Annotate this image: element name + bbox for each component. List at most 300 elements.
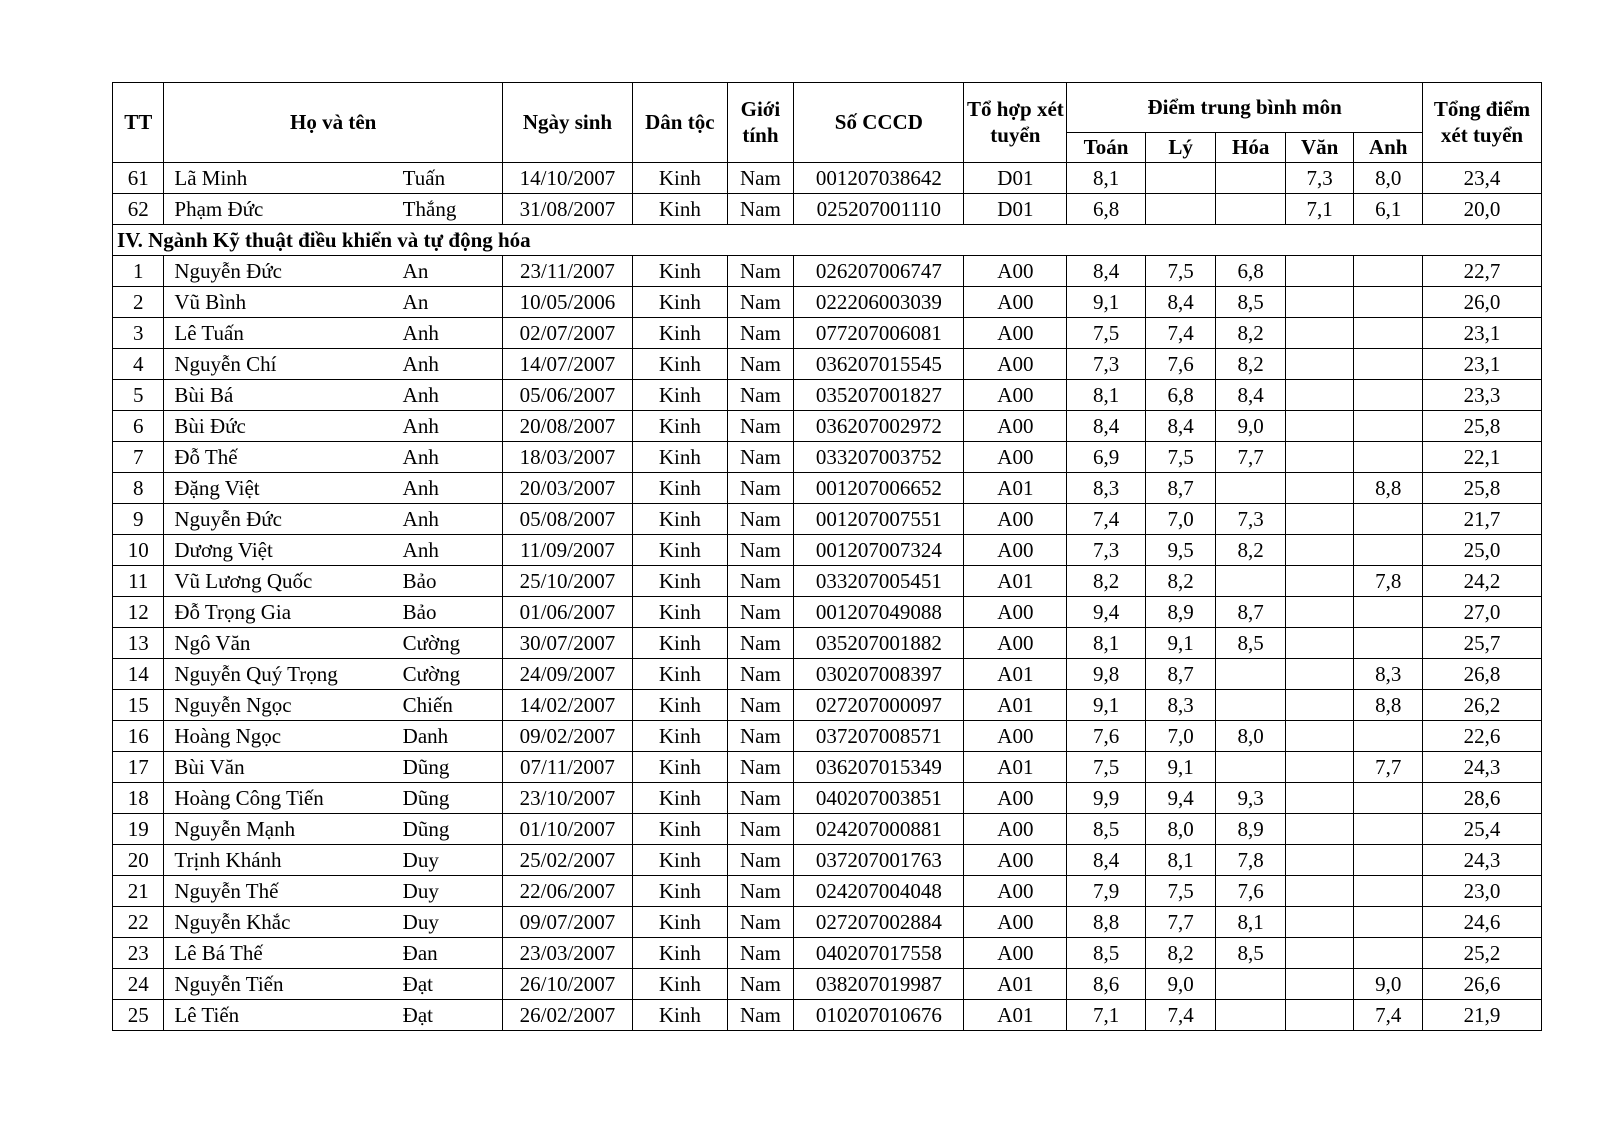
cell-ten: Cường [397, 659, 503, 690]
cell-hoa [1216, 659, 1286, 690]
cell-tt: 22 [113, 907, 164, 938]
cell-so-cccd: 027207000097 [794, 690, 964, 721]
cell-so-cccd: 022206003039 [794, 287, 964, 318]
cell-to-hop: A01 [964, 690, 1067, 721]
cell-ngay-sinh: 23/11/2007 [502, 256, 632, 287]
cell-anh [1354, 721, 1423, 752]
cell-ngay-sinh: 01/06/2007 [502, 597, 632, 628]
cell-tong-diem: 22,1 [1423, 442, 1542, 473]
cell-toan: 7,9 [1067, 876, 1146, 907]
cell-ly: 8,2 [1145, 938, 1216, 969]
cell-dan-toc: Kinh [632, 194, 727, 225]
header-subject-van: Văn [1285, 133, 1354, 163]
cell-anh [1354, 876, 1423, 907]
cell-gioi-tinh: Nam [727, 814, 794, 845]
cell-so-cccd: 010207010676 [794, 1000, 964, 1031]
cell-dan-toc: Kinh [632, 690, 727, 721]
cell-van [1285, 876, 1354, 907]
cell-van [1285, 473, 1354, 504]
cell-anh [1354, 349, 1423, 380]
cell-ten: Duy [397, 876, 503, 907]
cell-dan-toc: Kinh [632, 814, 727, 845]
cell-hoa: 8,2 [1216, 349, 1286, 380]
cell-van [1285, 287, 1354, 318]
header-so-cccd: Số CCCD [794, 83, 964, 163]
cell-gioi-tinh: Nam [727, 287, 794, 318]
cell-ngay-sinh: 05/08/2007 [502, 504, 632, 535]
cell-ho: Nguyễn Thế [164, 876, 397, 907]
cell-ten: Bảo [397, 597, 503, 628]
cell-gioi-tinh: Nam [727, 566, 794, 597]
cell-dan-toc: Kinh [632, 535, 727, 566]
cell-ten: Anh [397, 318, 503, 349]
cell-toan: 8,1 [1067, 163, 1146, 194]
cell-tt: 5 [113, 380, 164, 411]
table-row [113, 783, 1542, 814]
cell-tt: 16 [113, 721, 164, 752]
cell-anh: 8,3 [1354, 659, 1423, 690]
cell-tt: 7 [113, 442, 164, 473]
cell-ngay-sinh: 24/09/2007 [502, 659, 632, 690]
cell-gioi-tinh: Nam [727, 163, 794, 194]
cell-gioi-tinh: Nam [727, 473, 794, 504]
header-ho-ten: Họ và tên [164, 83, 503, 163]
cell-gioi-tinh: Nam [727, 1000, 794, 1031]
cell-ly: 7,7 [1145, 907, 1216, 938]
cell-to-hop: A01 [964, 752, 1067, 783]
cell-ly: 7,4 [1145, 318, 1216, 349]
cell-tt: 23 [113, 938, 164, 969]
cell-toan: 9,9 [1067, 783, 1146, 814]
cell-ten: Duy [397, 907, 503, 938]
cell-gioi-tinh: Nam [727, 318, 794, 349]
cell-hoa: 8,2 [1216, 535, 1286, 566]
table-row [113, 256, 1542, 287]
cell-dan-toc: Kinh [632, 318, 727, 349]
cell-dan-toc: Kinh [632, 783, 727, 814]
cell-to-hop: A00 [964, 783, 1067, 814]
cell-ten: Danh [397, 721, 503, 752]
cell-to-hop: D01 [964, 194, 1067, 225]
cell-tong-diem: 24,3 [1423, 845, 1542, 876]
cell-anh: 7,4 [1354, 1000, 1423, 1031]
cell-hoa [1216, 566, 1286, 597]
cell-ho: Phạm Đức [164, 194, 397, 225]
cell-so-cccd: 025207001110 [794, 194, 964, 225]
cell-ho: Bùi Đức [164, 411, 397, 442]
table-row [113, 318, 1542, 349]
cell-anh [1354, 380, 1423, 411]
cell-to-hop: A00 [964, 721, 1067, 752]
cell-to-hop: A00 [964, 628, 1067, 659]
cell-tt: 25 [113, 1000, 164, 1031]
cell-ten: Chiến [397, 690, 503, 721]
cell-tt: 21 [113, 876, 164, 907]
cell-van [1285, 411, 1354, 442]
cell-ten: Anh [397, 535, 503, 566]
header-subject-toan: Toán [1067, 133, 1146, 163]
cell-ho: Nguyễn Tiến [164, 969, 397, 1000]
cell-to-hop: A00 [964, 504, 1067, 535]
cell-tt: 17 [113, 752, 164, 783]
cell-hoa: 8,5 [1216, 287, 1286, 318]
cell-anh: 8,0 [1354, 163, 1423, 194]
cell-to-hop: A01 [964, 969, 1067, 1000]
cell-tong-diem: 26,2 [1423, 690, 1542, 721]
cell-hoa [1216, 194, 1286, 225]
table-row [113, 907, 1542, 938]
cell-ngay-sinh: 09/02/2007 [502, 721, 632, 752]
cell-tt: 10 [113, 535, 164, 566]
cell-ngay-sinh: 25/10/2007 [502, 566, 632, 597]
cell-ten: Đạt [397, 1000, 503, 1031]
cell-hoa [1216, 1000, 1286, 1031]
cell-ly: 9,4 [1145, 783, 1216, 814]
cell-tt: 2 [113, 287, 164, 318]
cell-gioi-tinh: Nam [727, 783, 794, 814]
table-row [113, 597, 1542, 628]
cell-dan-toc: Kinh [632, 659, 727, 690]
cell-so-cccd: 033207003752 [794, 442, 964, 473]
cell-toan: 6,8 [1067, 194, 1146, 225]
cell-gioi-tinh: Nam [727, 690, 794, 721]
cell-tong-diem: 24,3 [1423, 752, 1542, 783]
cell-tt: 61 [113, 163, 164, 194]
cell-ho: Lê Tiến [164, 1000, 397, 1031]
cell-tong-diem: 26,8 [1423, 659, 1542, 690]
cell-dan-toc: Kinh [632, 752, 727, 783]
cell-ho: Nguyễn Khắc [164, 907, 397, 938]
cell-van [1285, 690, 1354, 721]
cell-ten: An [397, 256, 503, 287]
cell-gioi-tinh: Nam [727, 628, 794, 659]
table-row [113, 566, 1542, 597]
cell-van [1285, 256, 1354, 287]
cell-dan-toc: Kinh [632, 504, 727, 535]
cell-tong-diem: 22,6 [1423, 721, 1542, 752]
cell-van [1285, 845, 1354, 876]
cell-tong-diem: 23,3 [1423, 380, 1542, 411]
cell-so-cccd: 035207001882 [794, 628, 964, 659]
cell-gioi-tinh: Nam [727, 969, 794, 1000]
cell-van [1285, 783, 1354, 814]
cell-hoa: 7,8 [1216, 845, 1286, 876]
cell-so-cccd: 024207000881 [794, 814, 964, 845]
cell-ho: Nguyễn Đức [164, 256, 397, 287]
cell-ho: Đỗ Thế [164, 442, 397, 473]
cell-ho: Đặng Việt [164, 473, 397, 504]
cell-hoa: 9,3 [1216, 783, 1286, 814]
cell-ly: 8,4 [1145, 287, 1216, 318]
cell-van [1285, 659, 1354, 690]
cell-ho: Nguyễn Quý Trọng [164, 659, 397, 690]
cell-dan-toc: Kinh [632, 380, 727, 411]
cell-tong-diem: 25,0 [1423, 535, 1542, 566]
cell-tong-diem: 26,0 [1423, 287, 1542, 318]
cell-hoa: 8,5 [1216, 628, 1286, 659]
cell-gioi-tinh: Nam [727, 535, 794, 566]
cell-gioi-tinh: Nam [727, 659, 794, 690]
cell-ho: Nguyễn Ngọc [164, 690, 397, 721]
cell-toan: 6,9 [1067, 442, 1146, 473]
table-row [113, 473, 1542, 504]
cell-dan-toc: Kinh [632, 256, 727, 287]
cell-so-cccd: 033207005451 [794, 566, 964, 597]
cell-ngay-sinh: 14/02/2007 [502, 690, 632, 721]
cell-toan: 8,3 [1067, 473, 1146, 504]
cell-so-cccd: 038207019987 [794, 969, 964, 1000]
cell-dan-toc: Kinh [632, 411, 727, 442]
cell-anh [1354, 442, 1423, 473]
cell-hoa: 8,5 [1216, 938, 1286, 969]
cell-to-hop: A00 [964, 442, 1067, 473]
header-subject-anh: Anh [1354, 133, 1423, 163]
cell-ly [1145, 163, 1216, 194]
cell-tt: 15 [113, 690, 164, 721]
cell-ten: Thắng [397, 194, 503, 225]
cell-tong-diem: 24,6 [1423, 907, 1542, 938]
cell-to-hop: A00 [964, 256, 1067, 287]
cell-to-hop: A00 [964, 380, 1067, 411]
cell-van [1285, 969, 1354, 1000]
cell-hoa: 8,1 [1216, 907, 1286, 938]
cell-hoa: 8,4 [1216, 380, 1286, 411]
cell-toan: 7,5 [1067, 752, 1146, 783]
cell-so-cccd: 001207007551 [794, 504, 964, 535]
cell-tt: 1 [113, 256, 164, 287]
cell-tt: 9 [113, 504, 164, 535]
cell-toan: 7,1 [1067, 1000, 1146, 1031]
cell-so-cccd: 001207038642 [794, 163, 964, 194]
cell-toan: 7,6 [1067, 721, 1146, 752]
cell-so-cccd: 040207003851 [794, 783, 964, 814]
cell-toan: 8,4 [1067, 411, 1146, 442]
cell-van [1285, 1000, 1354, 1031]
cell-so-cccd: 001207049088 [794, 597, 964, 628]
cell-ngay-sinh: 20/03/2007 [502, 473, 632, 504]
cell-tt: 62 [113, 194, 164, 225]
cell-toan: 9,1 [1067, 690, 1146, 721]
cell-tong-diem: 21,7 [1423, 504, 1542, 535]
cell-ten: An [397, 287, 503, 318]
cell-ho: Dương Việt [164, 535, 397, 566]
cell-van [1285, 566, 1354, 597]
header-tong-diem: Tổng điểm xét tuyển [1423, 83, 1542, 163]
cell-van [1285, 504, 1354, 535]
cell-tong-diem: 23,1 [1423, 318, 1542, 349]
cell-gioi-tinh: Nam [727, 442, 794, 473]
cell-hoa [1216, 752, 1286, 783]
cell-tt: 14 [113, 659, 164, 690]
cell-so-cccd: 037207001763 [794, 845, 964, 876]
header-subject-hoa: Hóa [1216, 133, 1286, 163]
cell-ten: Đan [397, 938, 503, 969]
cell-anh [1354, 535, 1423, 566]
cell-ten: Dũng [397, 814, 503, 845]
cell-toan: 9,1 [1067, 287, 1146, 318]
header-gioi-tinh: Giới tính [727, 83, 794, 163]
cell-to-hop: A01 [964, 566, 1067, 597]
cell-dan-toc: Kinh [632, 938, 727, 969]
header-ngay-sinh: Ngày sinh [502, 83, 632, 163]
cell-toan: 7,3 [1067, 349, 1146, 380]
cell-tong-diem: 25,8 [1423, 411, 1542, 442]
cell-gioi-tinh: Nam [727, 256, 794, 287]
cell-hoa: 7,3 [1216, 504, 1286, 535]
cell-dan-toc: Kinh [632, 845, 727, 876]
cell-anh: 6,1 [1354, 194, 1423, 225]
cell-so-cccd: 035207001827 [794, 380, 964, 411]
cell-toan: 9,4 [1067, 597, 1146, 628]
cell-van: 7,3 [1285, 163, 1354, 194]
cell-anh [1354, 938, 1423, 969]
cell-tt: 24 [113, 969, 164, 1000]
cell-hoa: 7,7 [1216, 442, 1286, 473]
table-row [113, 969, 1542, 1000]
table-row [113, 380, 1542, 411]
cell-ho: Bùi Bá [164, 380, 397, 411]
cell-van [1285, 318, 1354, 349]
cell-ly: 9,0 [1145, 969, 1216, 1000]
cell-so-cccd: 036207015545 [794, 349, 964, 380]
cell-ly: 8,7 [1145, 659, 1216, 690]
cell-gioi-tinh: Nam [727, 349, 794, 380]
cell-ten: Bảo [397, 566, 503, 597]
cell-ly: 8,3 [1145, 690, 1216, 721]
cell-tt: 11 [113, 566, 164, 597]
cell-tt: 3 [113, 318, 164, 349]
table-row [113, 194, 1542, 225]
cell-ly: 8,2 [1145, 566, 1216, 597]
cell-to-hop: A00 [964, 938, 1067, 969]
cell-toan: 7,3 [1067, 535, 1146, 566]
cell-ly: 8,4 [1145, 411, 1216, 442]
cell-ten: Anh [397, 411, 503, 442]
header-tt: TT [113, 83, 164, 163]
table-row [113, 504, 1542, 535]
cell-ngay-sinh: 20/08/2007 [502, 411, 632, 442]
cell-so-cccd: 036207015349 [794, 752, 964, 783]
cell-so-cccd: 024207004048 [794, 876, 964, 907]
cell-ngay-sinh: 07/11/2007 [502, 752, 632, 783]
cell-to-hop: A01 [964, 1000, 1067, 1031]
cell-gioi-tinh: Nam [727, 938, 794, 969]
cell-so-cccd: 027207002884 [794, 907, 964, 938]
cell-van [1285, 349, 1354, 380]
cell-ho: Nguyễn Mạnh [164, 814, 397, 845]
cell-so-cccd: 001207007324 [794, 535, 964, 566]
cell-gioi-tinh: Nam [727, 411, 794, 442]
table-row [113, 938, 1542, 969]
cell-ho: Bùi Văn [164, 752, 397, 783]
cell-tong-diem: 20,0 [1423, 194, 1542, 225]
cell-tong-diem: 21,9 [1423, 1000, 1542, 1031]
cell-toan: 8,1 [1067, 380, 1146, 411]
cell-gioi-tinh: Nam [727, 876, 794, 907]
cell-dan-toc: Kinh [632, 566, 727, 597]
cell-ho: Vũ Lương Quốc [164, 566, 397, 597]
cell-to-hop: A00 [964, 411, 1067, 442]
cell-toan: 8,6 [1067, 969, 1146, 1000]
cell-dan-toc: Kinh [632, 721, 727, 752]
cell-ngay-sinh: 22/06/2007 [502, 876, 632, 907]
cell-ho: Nguyễn Đức [164, 504, 397, 535]
cell-ly: 7,0 [1145, 721, 1216, 752]
cell-tong-diem: 23,1 [1423, 349, 1542, 380]
cell-ly: 8,9 [1145, 597, 1216, 628]
cell-ngay-sinh: 25/02/2007 [502, 845, 632, 876]
cell-ly: 7,0 [1145, 504, 1216, 535]
cell-toan: 8,2 [1067, 566, 1146, 597]
cell-tt: 12 [113, 597, 164, 628]
cell-tong-diem: 25,2 [1423, 938, 1542, 969]
cell-ngay-sinh: 26/10/2007 [502, 969, 632, 1000]
cell-ngay-sinh: 10/05/2006 [502, 287, 632, 318]
cell-tong-diem: 24,2 [1423, 566, 1542, 597]
cell-ten: Tuấn [397, 163, 503, 194]
cell-ngay-sinh: 18/03/2007 [502, 442, 632, 473]
cell-toan: 8,4 [1067, 845, 1146, 876]
cell-ten: Dũng [397, 752, 503, 783]
cell-to-hop: A00 [964, 907, 1067, 938]
cell-hoa [1216, 690, 1286, 721]
cell-ho: Vũ Bình [164, 287, 397, 318]
cell-dan-toc: Kinh [632, 907, 727, 938]
admission-table [112, 82, 1542, 1031]
cell-hoa [1216, 163, 1286, 194]
cell-so-cccd: 001207006652 [794, 473, 964, 504]
cell-ngay-sinh: 23/03/2007 [502, 938, 632, 969]
cell-ngay-sinh: 02/07/2007 [502, 318, 632, 349]
cell-dan-toc: Kinh [632, 163, 727, 194]
cell-dan-toc: Kinh [632, 969, 727, 1000]
cell-ngay-sinh: 30/07/2007 [502, 628, 632, 659]
cell-ten: Anh [397, 504, 503, 535]
cell-van [1285, 938, 1354, 969]
cell-ly: 6,8 [1145, 380, 1216, 411]
cell-hoa: 8,2 [1216, 318, 1286, 349]
cell-so-cccd: 026207006747 [794, 256, 964, 287]
cell-so-cccd: 030207008397 [794, 659, 964, 690]
cell-hoa: 6,8 [1216, 256, 1286, 287]
cell-anh: 7,7 [1354, 752, 1423, 783]
table-row [113, 752, 1542, 783]
cell-hoa: 8,9 [1216, 814, 1286, 845]
cell-tt: 20 [113, 845, 164, 876]
cell-ho: Trịnh Khánh [164, 845, 397, 876]
cell-gioi-tinh: Nam [727, 194, 794, 225]
cell-ho: Lã Minh [164, 163, 397, 194]
cell-ten: Anh [397, 380, 503, 411]
header-to-hop: Tổ hợp xét tuyển [964, 83, 1067, 163]
cell-ho: Ngô Văn [164, 628, 397, 659]
cell-van [1285, 442, 1354, 473]
cell-tong-diem: 27,0 [1423, 597, 1542, 628]
cell-anh [1354, 597, 1423, 628]
cell-toan: 9,8 [1067, 659, 1146, 690]
cell-dan-toc: Kinh [632, 473, 727, 504]
cell-to-hop: A00 [964, 845, 1067, 876]
cell-ngay-sinh: 05/06/2007 [502, 380, 632, 411]
cell-ho: Hoàng Công Tiến [164, 783, 397, 814]
cell-van [1285, 380, 1354, 411]
table-row [113, 163, 1542, 194]
table-row [113, 659, 1542, 690]
section-title: IV. Ngành Kỹ thuật điều khiển và tự động hóa [113, 225, 1542, 256]
cell-to-hop: D01 [964, 163, 1067, 194]
cell-ho: Lê Tuấn [164, 318, 397, 349]
cell-ly: 8,1 [1145, 845, 1216, 876]
